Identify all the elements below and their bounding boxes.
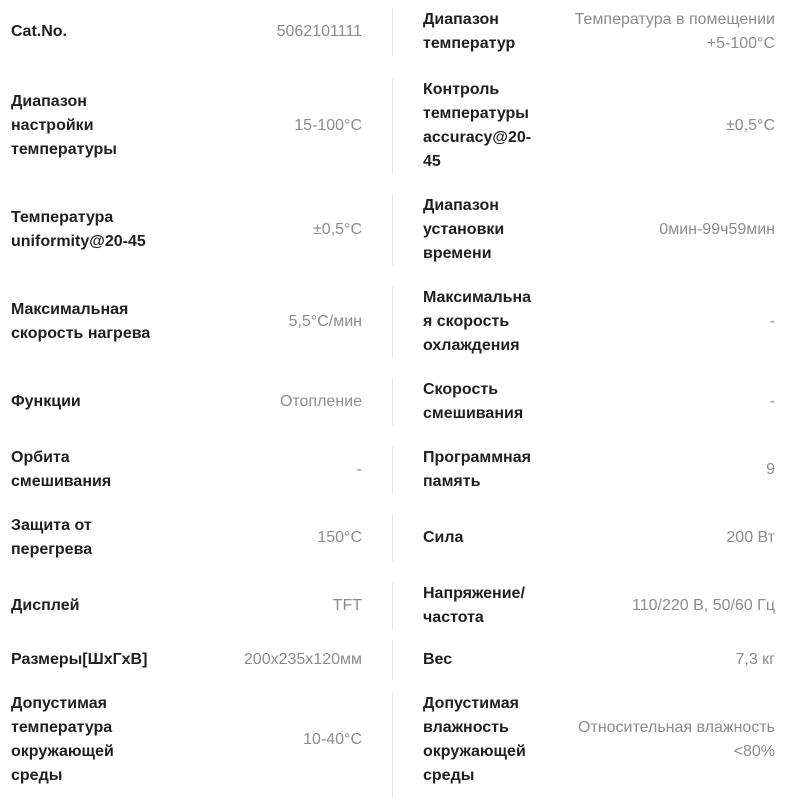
spec-label: Орбита смешивания [11,449,112,490]
spec-label: Вес [423,651,453,668]
spec-value: 5062101111 [276,23,362,40]
spec-value: 150°C [317,529,362,546]
spec-value: 0мин-99ч59мин [659,221,775,238]
spec-label: Допустимая температура окружающей среды [11,695,114,784]
spec-label: Программная память [423,449,531,490]
spec-label: Дисплей [11,597,80,614]
spec-value: Температура в помещении +5-100°C [574,11,775,52]
column-divider [392,378,393,426]
spec-label: Сила [423,529,464,546]
spec-value: 5,5°C/мин [288,313,362,330]
column-divider [392,640,393,680]
spec-label: Максимальна я скорость охлаждения [423,289,532,354]
column-divider [392,446,393,494]
spec-label: Диапазон температур [423,11,516,52]
spec-value: Отопление [279,393,362,410]
spec-value: 9 [766,461,775,478]
column-divider [392,514,393,562]
spec-value: 200 Вт [726,529,775,546]
spec-label: Максимальная скорость нагрева [11,301,151,342]
spec-label: Напряжение/ частота [423,585,525,626]
spec-label: Скорость смешивания [423,381,524,422]
spec-value: ±0,5°C [313,221,362,238]
spec-value: ±0,5°C [726,117,775,134]
spec-value: - [356,461,362,478]
spec-value: - [769,393,775,410]
spec-label: Температура uniformity@20-45 [11,209,146,250]
spec-value: Относительная влажность <80% [578,719,775,760]
spec-value: 110/220 В, 50/60 Гц [632,597,775,614]
spec-label: Функции [11,393,81,410]
spec-label: Размеры[ШxГxВ] [11,651,148,668]
spec-label: Диапазон настройки температуры [11,93,117,158]
spec-label: Контроль температуры accuracy@20- 45 [423,81,532,170]
column-divider [392,582,393,630]
column-divider [392,78,393,174]
spec-value: 15-100°C [294,117,362,134]
spec-label: Защита от перегрева [11,517,93,558]
spec-label: Cat.No. [11,23,67,40]
spec-value: 200x235x120мм [243,651,362,668]
column-divider [392,692,393,798]
spec-value: 7,3 кг [735,651,775,668]
spec-value: - [769,313,775,330]
spec-value: TFT [332,597,362,614]
spec-label: Диапазон установки времени [423,197,505,262]
column-divider [392,286,393,358]
column-divider [392,8,393,56]
column-divider [392,194,393,266]
spec-value: 10-40°C [303,731,362,748]
spec-label: Допустимая влажность окружающей среды [423,695,526,784]
